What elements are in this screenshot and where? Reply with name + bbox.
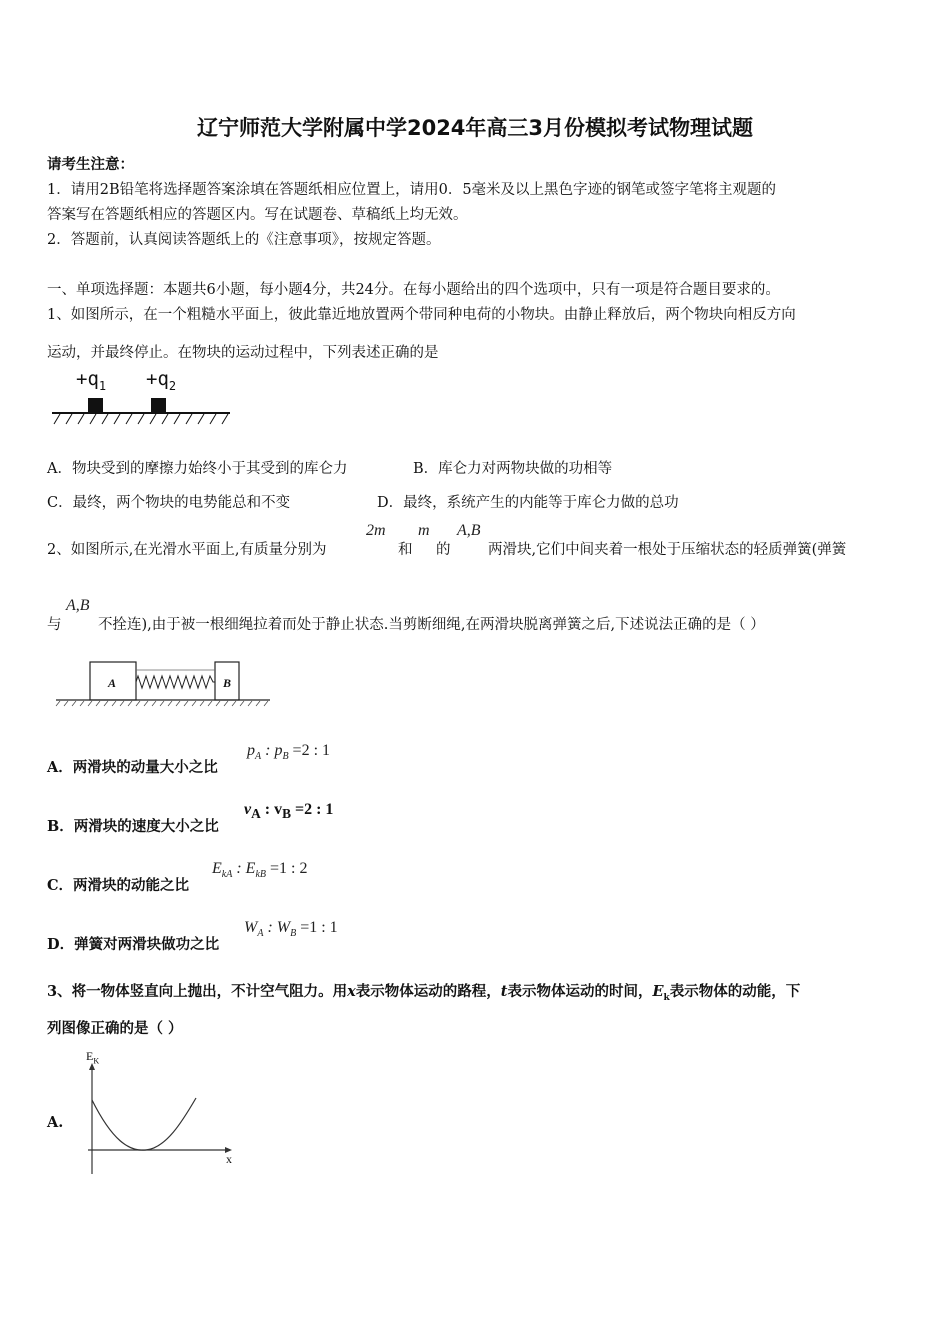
page-title: 辽宁师范大学附属中学2024年高三3月份模拟考试物理试题 <box>196 116 754 140</box>
ground-hatch <box>54 414 228 424</box>
graph-curve <box>92 1098 196 1150</box>
q2-option-b-math: $v_A$ : $v_B =2$ : 1 <box>244 801 334 822</box>
q2-stem-part-b: 和 <box>398 542 413 558</box>
q1-option-c: C．最终，两个物块的电势能总和不变 <box>47 495 291 511</box>
charge-label-1: $+q_1$ <box>76 368 107 393</box>
q1-figure <box>50 394 232 430</box>
y-axis-arrow-icon <box>89 1063 95 1070</box>
q1-option-a: A．物块受到的摩擦力始终小于其受到的库仑力 <box>47 461 348 477</box>
q3-stem-line-1: 3、将一物体竖直向上抛出，不计空气阻力。用x表示物体运动的路程，t表示物体运动的时间，$E_k$表示物体的动能，下 <box>47 983 801 1003</box>
q1-stem-line-1: 1、如图所示，在一个粗糙水平面上，彼此靠近地放置两个带同种电荷的小物块。由静止释放后，两个物块向相反方向 <box>47 307 796 323</box>
q2-ab-label-2: A,B <box>66 597 90 614</box>
q3-option-a-label: A. <box>47 1114 64 1131</box>
q2-option-a-math: $p_A$ : $p_B =2$ : 1 <box>247 742 331 763</box>
surface-hatch <box>56 701 268 706</box>
q2-option-c-math: $E_{kA}$ : $E_{kB} =1$ : 2 <box>212 860 308 881</box>
q2-stem-part-e: 与 <box>47 617 62 633</box>
q2-stem-part-c: 的 <box>436 542 451 558</box>
q2-option-d: D．弹簧对两滑块做功之比 <box>47 936 220 953</box>
notice-line-2: 答案写在答题纸相应的答题区内。写在试题卷、草稿纸上均无效。 <box>47 207 468 223</box>
q2-option-a: A．两滑块的动量大小之比 <box>47 759 218 776</box>
q1-option-b: B．库仑力对两物块做的功相等 <box>413 461 613 477</box>
notice-line-3: 2．答题前，认真阅读答题纸上的《注意事项》，按规定答题。 <box>47 232 441 248</box>
section-heading: 一、单项选择题：本题共6小题，每小题4分，共24分。在每小题给出的四个选项中，只有一项是符合题目要求的。 <box>47 282 780 298</box>
q2-ab-label-1: A,B <box>457 522 481 539</box>
charge-label-2: $+q_2$ <box>146 368 177 393</box>
notice-line-1: 1．请用2B铅笔将选择题答案涂填在答题纸相应位置上，请用0．5毫米及以上黑色字迹的钢笔或签字笔将主观题的 <box>47 182 777 198</box>
q2-mass-m: m <box>418 522 430 539</box>
block-2 <box>151 398 166 413</box>
block-a-label: A <box>108 676 117 690</box>
q2-option-d-math: $W_A$ : $W_B =1$ : 1 <box>244 919 338 940</box>
q3-stem-line-2: 列图像正确的是（ ） <box>47 1020 183 1037</box>
notice-heading: 请考生注意： <box>47 156 134 173</box>
graph-ylabel: $E_K$ <box>86 1049 100 1066</box>
q2-option-b: B．两滑块的速度大小之比 <box>47 818 219 835</box>
graph-xlabel: x <box>226 1152 232 1166</box>
q2-figure <box>54 656 272 712</box>
q1-option-d: D．最终，系统产生的内能等于库仑力做的总功 <box>377 495 679 511</box>
q3-option-a-graph <box>84 1062 234 1176</box>
q2-stem-part-a: 2、如图所示,在光滑水平面上,有质量分别为 <box>47 542 327 558</box>
block-1 <box>88 398 103 413</box>
block-b-label: B <box>223 676 232 690</box>
q2-stem-part-f: 不拴连),由于被一根细绳拉着而处于静止状态.当剪断细绳,在两滑块脱离弹簧之后,下述说法正确的是（ ） <box>98 617 765 633</box>
spring <box>136 676 215 688</box>
q2-mass-2m: 2m <box>366 522 386 539</box>
q2-option-c: C．两滑块的动能之比 <box>47 877 190 894</box>
q2-stem-part-d: 两滑块,它们中间夹着一根处于压缩状态的轻质弹簧(弹簧 <box>488 542 847 558</box>
q1-stem-line-2: 运动，并最终停止。在物块的运动过程中，下列表述正确的是 <box>47 345 439 361</box>
